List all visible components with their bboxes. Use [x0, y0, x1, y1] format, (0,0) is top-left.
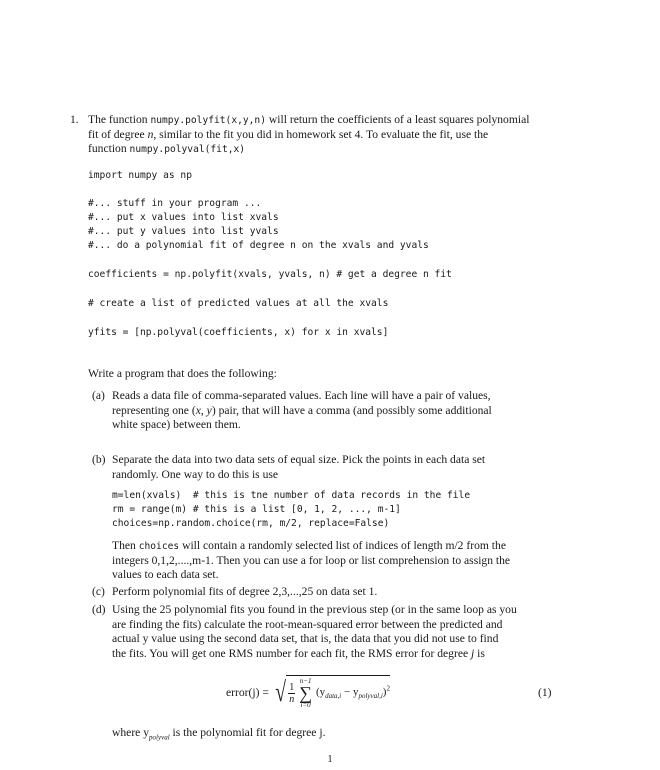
item-c-label: (c) — [92, 585, 105, 598]
item-d-line-4: the fits. You will get one RMS number for each fit, the RMS error for degree j is — [112, 646, 485, 660]
sigma-icon: n−1 ∑ i=0 — [299, 677, 313, 709]
item-b-after-1: Then choices will contain a randomly selected list of indices of length m/2 from the — [112, 539, 506, 552]
problem-number: 1. — [70, 113, 79, 126]
sqrt-expression — [273, 676, 390, 710]
code-comment-1: #... stuff in your program ... — [88, 198, 262, 209]
item-d-line-3: actual y value using the second data set, that is, the data that you did not use to find — [112, 632, 499, 645]
equation-number: (1) — [538, 686, 552, 699]
item-d-label: (d) — [92, 603, 106, 616]
item-b-line-1: Separate the data into two data sets of equal size. Pick the points in each data set — [112, 453, 486, 466]
equation-body: $(y_{data,i} - y_{polyval,i})^2$ — [315, 684, 390, 701]
equation-fraction: $\frac{1}{n}$ — [289, 681, 295, 705]
page-number: 1 — [327, 754, 333, 765]
item-b-after-3: values to each data set. — [112, 568, 219, 581]
code-comment-3: #... put y values into list yvals — [88, 226, 279, 237]
intro-line-2: fit of degree n, similar to the fit you did in homework set 4. To evaluate the fit, use the — [88, 127, 489, 141]
code-yfits: yfits = [np.polyval(coefficients, x) for x in xvals] — [88, 327, 389, 338]
intro-line-1: The function numpy.polyfit(x,y,n) will return the coefficients of a least squares polynomial — [88, 113, 530, 126]
rms-equation — [226, 670, 390, 716]
where-line: where $y_{polyval}$ is the polynomial fit for degree j. — [112, 726, 326, 742]
item-a-line-3: white space) between them. — [112, 418, 241, 431]
item-b-label: (b) — [92, 453, 106, 466]
code-coefficients: coefficients = np.polyfit(xvals, yvals, n) # get a degree n fit — [88, 269, 452, 280]
intro-line-3: function numpy.polyval(fit,x) — [88, 142, 246, 155]
item-b-after-2: integers 0,1,2,....,m-1. Then you can use a for loop or list comprehension to assign the — [112, 553, 511, 567]
code-b-3: choices=np.random.choice(rm, m/2, replace=False) — [112, 518, 390, 529]
code-comment-4: #... do a polynomial fit of degree n on the xvals and yvals — [88, 240, 429, 251]
item-a-line-2: representing one (x, y) pair, that will have a comma (and possibly some additional — [112, 403, 492, 417]
write-program-text: Write a program that does the following: — [88, 367, 277, 380]
item-d-line-2: are finding the fits) calculate the root-mean-squared error between the predicted and — [112, 617, 503, 631]
code-import: import numpy as np — [88, 170, 192, 181]
code-b-2: rm = range(m) # this is a list [0, 1, 2, ..., m-1] — [112, 504, 401, 515]
item-d-line-1: Using the 25 polynomial fits you found in the previous step (or in the same loop as you — [112, 603, 517, 616]
sqrt-icon: √ — [275, 677, 286, 708]
code-comment-5: # create a list of predicted values at all the xvals — [88, 298, 389, 309]
code-b-1: m=len(xvals) # this is tne number of data records in the file — [112, 490, 471, 501]
item-c-text: Perform polynomial fits of degree 2,3,...,25 on data set 1. — [112, 585, 378, 598]
item-a-line-1: Reads a data file of comma-separated values. Each line will have a pair of values, — [112, 389, 491, 402]
item-a-label: (a) — [92, 389, 105, 402]
code-comment-2: #... put x values into list xvals — [88, 212, 279, 223]
equation-lhs: error(j) = — [226, 685, 269, 699]
item-b-line-2: randomly. One way to do this is use — [112, 467, 279, 481]
